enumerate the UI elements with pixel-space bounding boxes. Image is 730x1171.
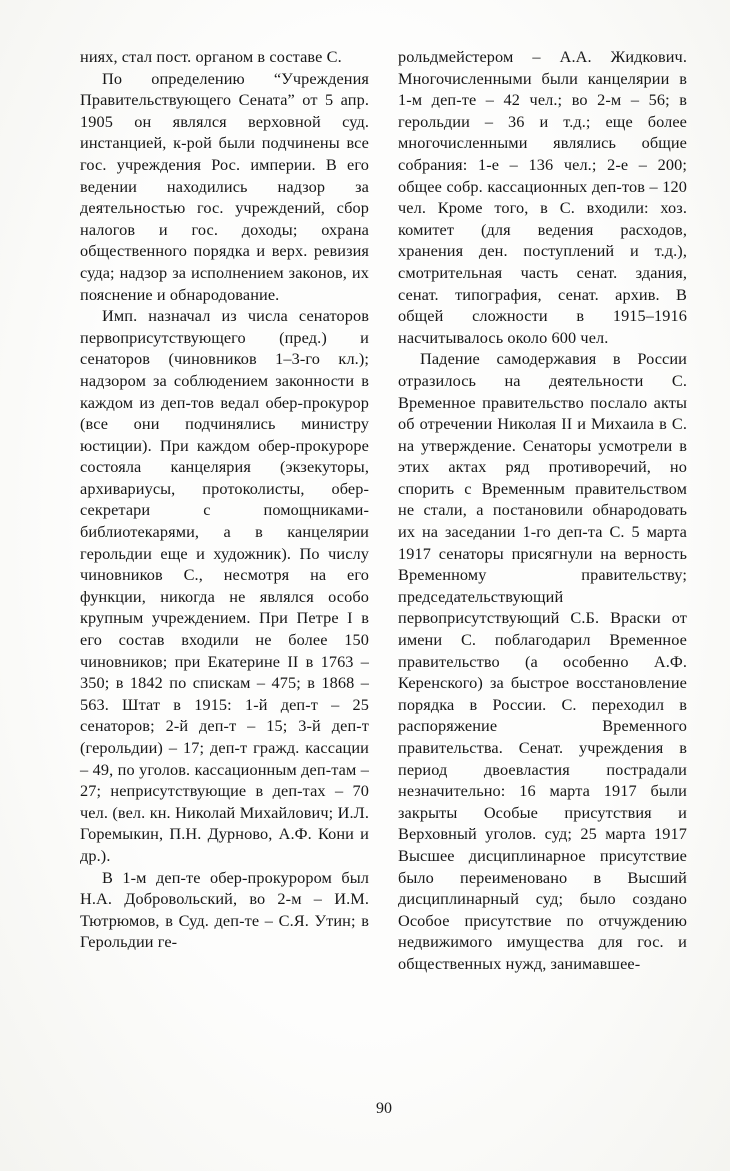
column-1 — [80, 46, 369, 975]
text-block — [80, 46, 688, 975]
paragraph: Имп. назначал из числа сенаторов первоприсутствующего (пред.) и сенаторов (чиновников 1–3-го кл.); надзором за соблюдением законности в каждом из деп-тов ведал обер-прокурор (все они подчинялись министру юстиции). При каждом обер-прокуроре состояла канцелярия (экзекуторы, архивариусы, протоколисты, обер-секретари с помощниками-библиотекарями, а в канцелярии герольдии еще и художник). По числу чиновников С., несмотря на его функции, никогда не являлся особо крупным учреждением. При Петре I в его состав входили не более 150 чиновников; при Екатерине II в 1763 – 350; в 1842 по спискам – 475; в 1868 – 563. Штат в 1915: 1-й деп-т – 25 сенаторов; 2-й деп-т – 15; 3-й деп-т (герольдии) – 17; деп-т гражд. кассации – 49, по уголов. кассационным деп-там – 27; неприсутствующие в деп-тах – 70 чел. (вел. кн. Николай Михайлович; И.Л. Горемыкин, П.Н. Дурново, А.Ф. Кони и др.). — [80, 306, 369, 865]
page-number: 90 — [376, 1100, 392, 1117]
column-2 — [398, 46, 687, 975]
paragraph: Падение самодержавия в России отразилось на деятельности С. Временное правительство послало акты об отречении Николая II и Михаила в С. на утверждение. Сенаторы усмотрели в этих актах ряд противоречий, но спорить с Временным правительством не стали, а постановили обнародовать их на заседании 1-го деп-та С. 5 марта 1917 сенаторы присягнули на верность Временному правительству; председательствующий первоприсутствующий С.Б. Враски от имени С. поблагодарил Временное правительство (а особенно А.Ф. Керенского) за быстрое восстановление порядка в России. С. переходил в распоряжение Временного правительства. Сенат. учреждения в период двоевластия пострадали незначительно: 16 марта 1917 были закрыты Особые присутствия и Верховный уголов. суд; 25 марта 1917 Высшее дисциплинарное присутствие было переименовано в Высший дисциплинарный суд; было создано Особое присутствие по отчуждению недвижимого имущества для гос. и общественных нужд, занимавшее- — [398, 349, 687, 973]
paragraph: По определению “Учреждения Правительствующего Сената” от 5 апр. 1905 он являлся верховной суд. инстанцией, к-рой были подчинены все гос. учреждения Рос. империи. В его ведении находились надзор за деятельностью гос. учреждений, сбор налогов и гос. доходы; охрана общественного порядка и верх. ревизия суда; надзор за исполнением законов, их пояснение и обнародование. — [80, 68, 369, 304]
paragraph: В 1-м деп-те обер-прокурором был Н.А. Добровольский, во 2-м – И.М. Тютрюмов, в Суд. деп-те – С.Я. Утин; в Герольдии ге- — [80, 867, 369, 952]
paragraph: ниях, стал пост. органом в составе С. — [80, 47, 342, 66]
paragraph: рольдмейстером – А.А. Жидкович. Многочисленными были канцелярии в 1-м деп-те – 42 чел.; во 2-м – 56; в герольдии – 36 и т.д.; еще более многочисленными являлись общие собрания: 1-е – 136 чел.; 2-е – 200; общее собр. кассационных деп-тов – 120 чел. Кроме того, в С. входили: хоз. комитет (для ведения расходов, хранения ден. поступлений и т.д.), смотрительная часть сенат. здания, сенат. типография, сенат. архив. В общей сложности в 1915–1916 насчитывалось около 600 чел. — [398, 47, 687, 347]
